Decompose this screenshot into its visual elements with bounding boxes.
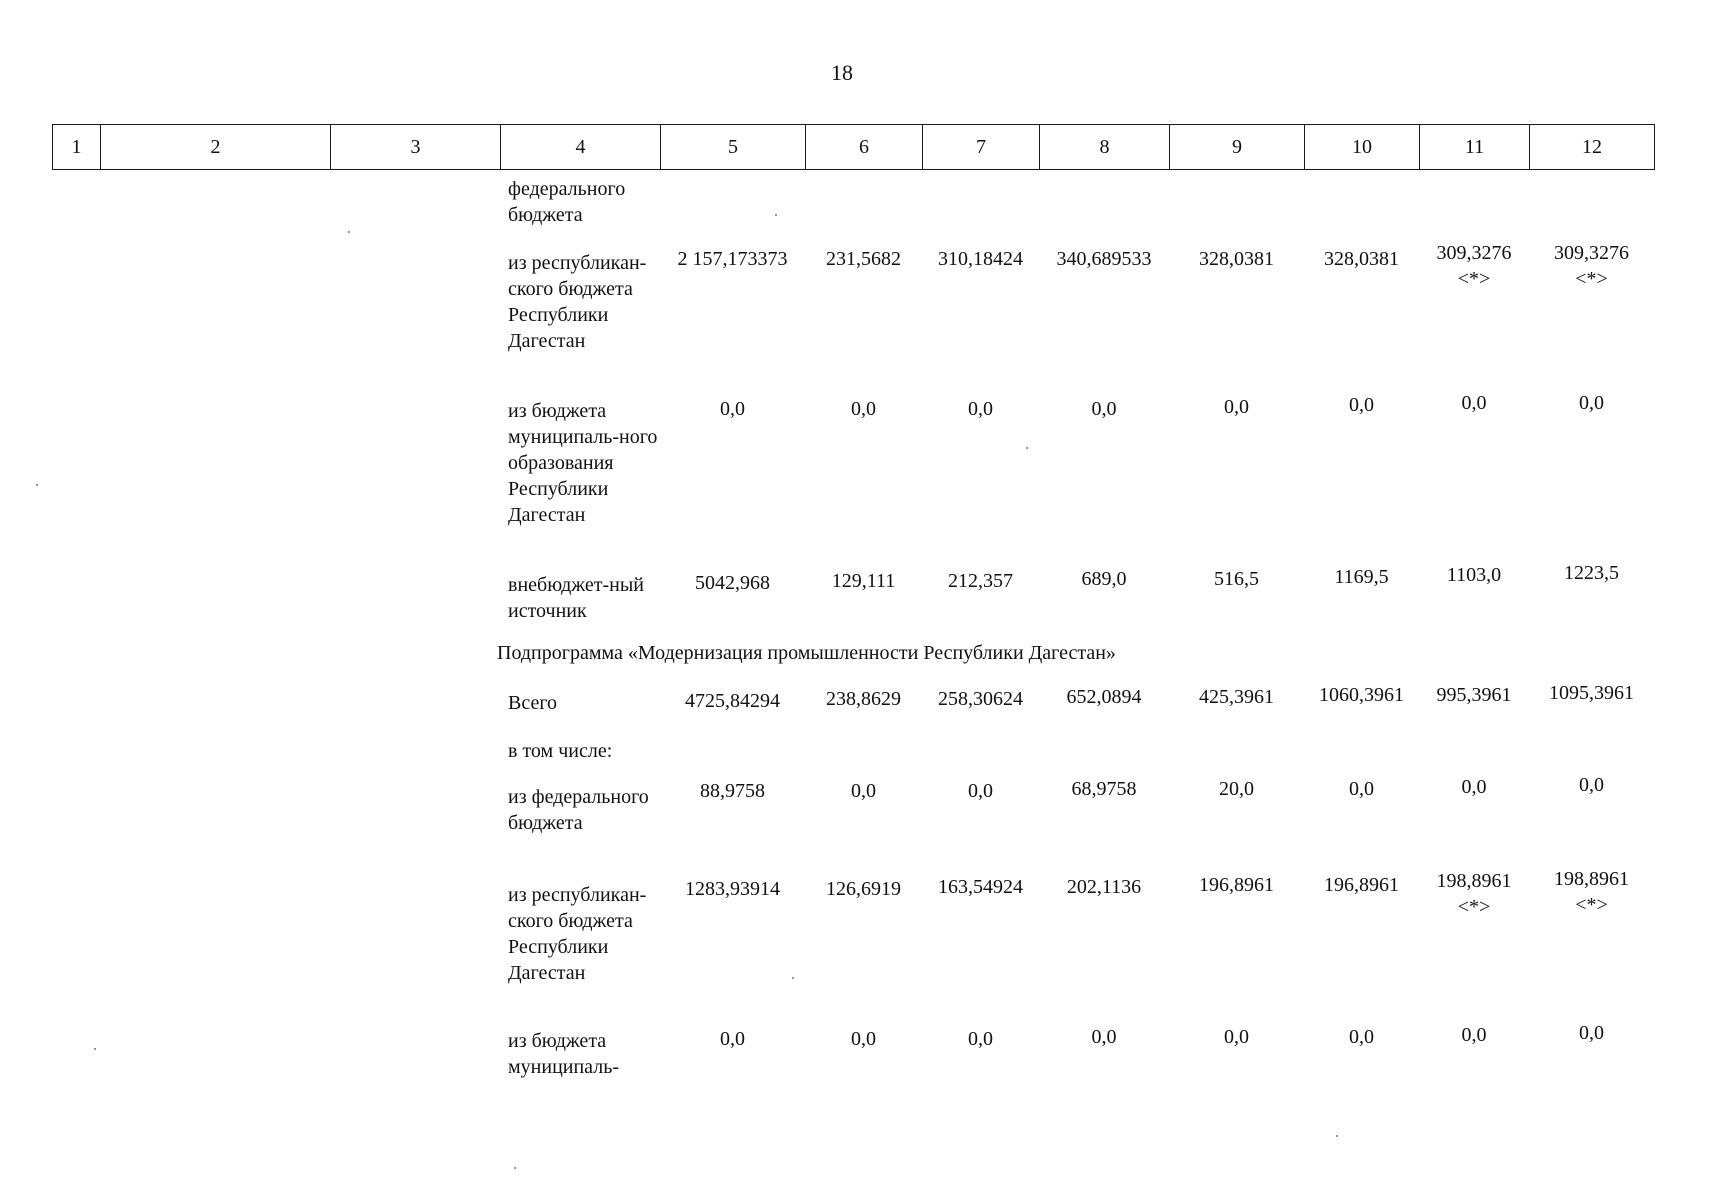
table-cell: 516,5 bbox=[1214, 568, 1259, 590]
table-cell: 0,0 bbox=[1461, 776, 1487, 798]
table-cell: 0,0 bbox=[1579, 392, 1604, 414]
subprogram-heading: Подпрограмма «Модернизация промышленности Республики Дагестан» bbox=[497, 642, 1116, 664]
row-label-republic-budget-2: из республикан-ского бюджета Республики Дагестан bbox=[508, 884, 647, 984]
table-cell: 0,0 bbox=[1091, 398, 1117, 420]
table-cell: 1095,3961 bbox=[1549, 682, 1634, 704]
row-label-municipal-budget: из бюджета муниципаль-ного образования Республики Дагестан bbox=[508, 400, 658, 526]
table-cell: 0,0 bbox=[1349, 778, 1374, 800]
footnote-mark: <*> bbox=[1457, 268, 1491, 290]
row-label-municipal-budget-2: из бюджета муниципаль- bbox=[508, 1030, 619, 1078]
table-cell: 0,0 bbox=[968, 780, 993, 802]
table-cell: 425,3961 bbox=[1199, 686, 1274, 708]
table-cell: 4725,84294 bbox=[685, 690, 780, 712]
cell-value: 309,3276 bbox=[1554, 242, 1629, 264]
table-cell: 652,0894 bbox=[1066, 686, 1142, 708]
table-cell: 0,0 bbox=[1224, 1026, 1249, 1048]
footnote-mark: <*> bbox=[1575, 894, 1608, 916]
table-cell: 0,0 bbox=[851, 780, 876, 802]
table-cell: 0,0 bbox=[968, 1028, 993, 1050]
table-cell: 126,6919 bbox=[826, 878, 901, 900]
table-cell: 1169,5 bbox=[1334, 566, 1389, 588]
table-cell: 231,5682 bbox=[826, 248, 901, 270]
table-cell: 689,0 bbox=[1081, 568, 1127, 590]
col-header-4: 4 bbox=[501, 125, 661, 170]
row-label-republic-budget: из республикан-ского бюджета Республики Дагестан bbox=[508, 252, 647, 352]
table-cell: 0,0 bbox=[968, 398, 993, 420]
table-cell: 129,111 bbox=[831, 570, 896, 592]
scan-speck bbox=[1026, 447, 1028, 449]
cell-value: 198,8961 bbox=[1436, 870, 1512, 892]
table-cell: 0,0 bbox=[1461, 392, 1487, 414]
page-number: 18 bbox=[831, 60, 853, 85]
table-header bbox=[52, 124, 1655, 170]
table-cell: 196,8961 bbox=[1324, 874, 1399, 896]
cell-value: 198,8961 bbox=[1554, 868, 1629, 890]
col-header-11: 11 bbox=[1420, 125, 1530, 170]
table-cell: 0,0 bbox=[1224, 396, 1249, 418]
col-header-1: 1 bbox=[53, 125, 101, 170]
table-cell: 68,9758 bbox=[1071, 778, 1137, 800]
table-cell: 0,0 bbox=[1461, 1024, 1487, 1046]
table-cell: 5042,968 bbox=[695, 572, 770, 594]
table-cell: 2 157,173373 bbox=[677, 248, 788, 270]
table-cell-with-note bbox=[1529, 240, 1654, 292]
table-cell: 0,0 bbox=[851, 1028, 876, 1050]
table-cell: 238,8629 bbox=[826, 688, 901, 710]
table-cell: 0,0 bbox=[1091, 1026, 1117, 1048]
row-label-extrabudgetary: внебюджет-ный источник bbox=[508, 574, 644, 622]
col-header-8: 8 bbox=[1040, 125, 1170, 170]
table-cell: 310,18424 bbox=[938, 248, 1023, 270]
col-header-9: 9 bbox=[1170, 125, 1305, 170]
table-cell: 196,8961 bbox=[1199, 874, 1274, 896]
col-header-7: 7 bbox=[923, 125, 1040, 170]
table-cell: 20,0 bbox=[1219, 778, 1254, 800]
row-label-federal-budget: федерального бюджета bbox=[508, 178, 626, 226]
table-cell: 0,0 bbox=[720, 1028, 745, 1050]
col-header-6: 6 bbox=[806, 125, 923, 170]
footnote-mark: <*> bbox=[1457, 896, 1491, 918]
table-cell: 328,0381 bbox=[1324, 248, 1399, 270]
table-cell-with-note bbox=[1419, 868, 1529, 920]
table-cell-with-note bbox=[1529, 866, 1654, 918]
row-label-including: в том числе: bbox=[508, 740, 613, 762]
scan-speck bbox=[36, 484, 38, 486]
table-cell: 0,0 bbox=[720, 398, 745, 420]
table-cell: 163,54924 bbox=[938, 876, 1023, 898]
table-cell: 995,3961 bbox=[1436, 684, 1512, 706]
footnote-mark: <*> bbox=[1575, 268, 1608, 290]
row-label-federal-budget-2: из федерального бюджета bbox=[508, 786, 649, 834]
table-cell: 0,0 bbox=[1579, 774, 1604, 796]
scan-speck bbox=[792, 977, 794, 979]
header-row bbox=[53, 125, 1655, 170]
table-cell: 1103,0 bbox=[1446, 564, 1502, 586]
col-header-10: 10 bbox=[1305, 125, 1420, 170]
scan-speck bbox=[775, 214, 777, 216]
scan-speck bbox=[94, 1048, 96, 1050]
scan-speck bbox=[514, 1167, 516, 1169]
table-cell: 340,689533 bbox=[1056, 248, 1152, 270]
col-header-2: 2 bbox=[101, 125, 331, 170]
table-cell: 0,0 bbox=[1579, 1022, 1604, 1044]
scan-speck bbox=[348, 231, 350, 233]
table-cell: 1283,93914 bbox=[685, 878, 780, 900]
table-cell: 212,357 bbox=[948, 570, 1013, 592]
cell-value: 309,3276 bbox=[1436, 242, 1512, 264]
row-label-total: Всего bbox=[508, 692, 558, 714]
table-cell: 258,30624 bbox=[938, 688, 1023, 710]
table-cell: 0,0 bbox=[851, 398, 876, 420]
table-cell: 1223,5 bbox=[1564, 562, 1619, 584]
table-cell: 1060,3961 bbox=[1319, 684, 1404, 706]
table-cell: 0,0 bbox=[1349, 394, 1374, 416]
table-cell: 328,0381 bbox=[1199, 248, 1274, 270]
table-cell: 202,1136 bbox=[1066, 876, 1142, 898]
col-header-3: 3 bbox=[331, 125, 501, 170]
scan-speck bbox=[1336, 1135, 1338, 1137]
col-header-12: 12 bbox=[1530, 125, 1655, 170]
table-cell-with-note bbox=[1419, 240, 1529, 292]
col-header-5: 5 bbox=[661, 125, 806, 170]
table-cell: 88,9758 bbox=[700, 780, 765, 802]
table-cell: 0,0 bbox=[1349, 1026, 1374, 1048]
